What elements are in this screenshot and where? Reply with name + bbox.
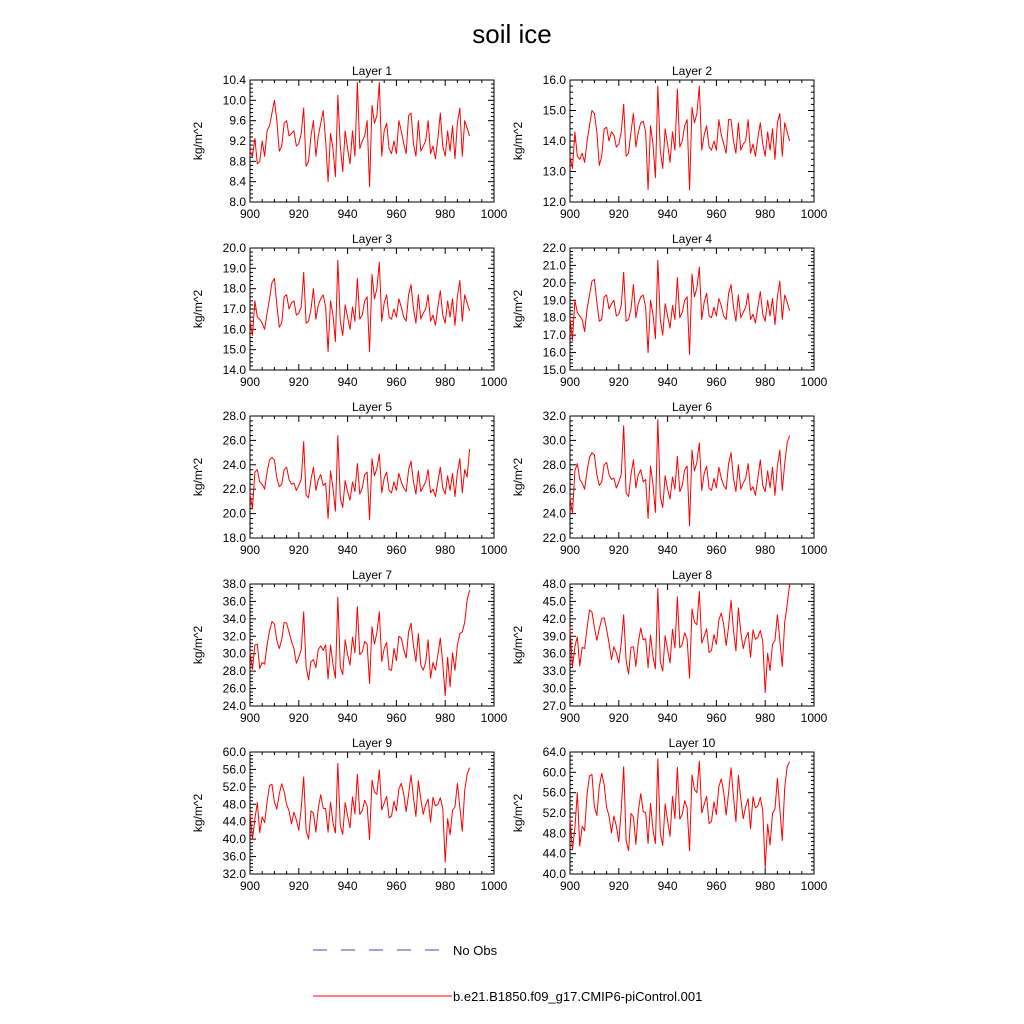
plot-frame [570, 80, 814, 202]
y-tick-label: 48.0 [542, 577, 566, 591]
panel-title: Layer 5 [351, 400, 393, 414]
y-tick-label: 14.0 [542, 134, 566, 148]
x-tick-label: 940 [337, 543, 358, 557]
panel-title: Layer 7 [351, 568, 393, 582]
x-tick-label: 960 [706, 711, 727, 725]
y-tick-label: 16.0 [542, 345, 566, 360]
x-tick-label: 960 [386, 207, 407, 221]
panel-title: Layer 4 [671, 232, 713, 246]
y-tick-label: 12.0 [542, 195, 566, 209]
y-tick-label: 17.0 [222, 302, 246, 316]
y-tick-label: 10.0 [222, 93, 246, 108]
series-line-0 [570, 260, 790, 354]
y-tick-label: 10.4 [222, 73, 246, 87]
panels-grid [191, 64, 828, 893]
plot-frame [570, 416, 814, 538]
series-line-0 [250, 260, 470, 352]
figure-title: soil ice [472, 19, 552, 49]
y-axis-label: kg/m^2 [511, 289, 525, 329]
x-tick-label: 940 [657, 543, 678, 557]
x-tick-label: 940 [657, 711, 678, 725]
x-tick-label: 960 [386, 543, 407, 557]
y-tick-label: 19.0 [542, 293, 566, 308]
y-tick-label: 8.0 [229, 195, 246, 209]
y-tick-label: 24.0 [542, 506, 566, 521]
plot-frame [250, 752, 494, 874]
panel-layer-9 [191, 736, 508, 893]
y-tick-label: 45.0 [542, 594, 566, 609]
x-tick-label: 900 [559, 375, 581, 389]
series-line-0 [570, 420, 790, 526]
y-tick-label: 19.0 [222, 261, 246, 276]
panel-layer-7 [191, 568, 508, 725]
y-tick-label: 18.0 [222, 531, 246, 545]
panel-layer-1 [191, 64, 508, 221]
series-line-0 [570, 86, 790, 190]
legend [313, 943, 702, 1004]
x-tick-label: 900 [559, 543, 581, 557]
y-tick-label: 26.0 [542, 482, 566, 497]
y-tick-label: 56.0 [222, 762, 246, 777]
plot-frame [570, 752, 814, 874]
y-tick-label: 42.0 [542, 611, 566, 626]
panel-layer-4 [511, 232, 828, 389]
x-tick-label: 940 [337, 375, 358, 389]
x-tick-label: 1000 [480, 711, 508, 725]
x-tick-label: 920 [608, 879, 629, 893]
x-tick-label: 960 [706, 207, 727, 221]
x-tick-label: 900 [559, 207, 581, 221]
y-tick-label: 30.0 [222, 646, 246, 661]
y-axis-label: kg/m^2 [511, 625, 525, 665]
plot-frame [250, 80, 494, 202]
y-tick-label: 17.0 [542, 328, 566, 343]
x-tick-label: 900 [239, 375, 261, 389]
x-tick-label: 940 [337, 207, 358, 221]
x-tick-label: 980 [435, 711, 456, 725]
x-tick-label: 1000 [800, 543, 828, 557]
x-tick-label: 940 [337, 879, 358, 893]
panel-title: Layer 9 [351, 736, 393, 750]
y-tick-label: 21.0 [542, 258, 566, 273]
x-tick-label: 960 [706, 543, 727, 557]
panel-title: Layer 8 [671, 568, 713, 582]
panel-title: Layer 6 [671, 400, 713, 414]
y-tick-label: 28.0 [542, 457, 566, 472]
panel-layer-10 [511, 736, 828, 893]
y-tick-label: 26.0 [222, 433, 246, 448]
plot-frame [570, 248, 814, 370]
y-tick-label: 36.0 [542, 646, 566, 661]
y-tick-label: 52.0 [222, 779, 246, 794]
y-tick-label: 28.0 [222, 409, 246, 423]
y-tick-label: 24.0 [222, 699, 246, 713]
y-tick-label: 22.0 [542, 241, 566, 255]
x-tick-label: 980 [435, 375, 456, 389]
y-tick-label: 52.0 [542, 806, 566, 820]
y-tick-label: 60.0 [222, 745, 246, 759]
y-axis-label: kg/m^2 [511, 121, 525, 161]
x-tick-label: 920 [288, 375, 309, 389]
y-tick-label: 22.0 [542, 531, 566, 545]
x-tick-label: 940 [657, 879, 678, 893]
legend-label-model: b.e21.B1850.f09_g17.CMIP6-piControl.001 [453, 989, 703, 1004]
x-tick-label: 980 [755, 207, 776, 221]
panel-layer-3 [191, 232, 508, 389]
y-tick-label: 27.0 [542, 699, 566, 713]
x-tick-label: 940 [657, 207, 678, 221]
y-axis-label: kg/m^2 [191, 289, 205, 329]
series-line-0 [250, 436, 470, 520]
x-tick-label: 1000 [480, 879, 508, 893]
x-tick-label: 900 [559, 711, 581, 725]
y-tick-label: 18.0 [542, 310, 566, 325]
y-axis-label: kg/m^2 [511, 793, 525, 833]
x-tick-label: 900 [239, 543, 261, 557]
y-axis-label: kg/m^2 [511, 457, 525, 497]
x-tick-label: 1000 [800, 879, 828, 893]
x-tick-label: 1000 [800, 207, 828, 221]
y-tick-label: 15.0 [542, 363, 566, 377]
y-tick-label: 8.4 [229, 174, 246, 189]
x-tick-label: 940 [657, 375, 678, 389]
y-tick-label: 30.0 [542, 433, 566, 448]
y-tick-label: 48.0 [542, 826, 566, 841]
panel-layer-2 [511, 64, 828, 221]
x-tick-label: 900 [239, 711, 261, 725]
x-tick-label: 1000 [480, 207, 508, 221]
y-tick-label: 9.2 [229, 134, 246, 148]
x-tick-label: 960 [706, 375, 727, 389]
legend-label-no-obs: No Obs [453, 943, 498, 958]
y-tick-label: 28.0 [222, 664, 246, 679]
y-tick-label: 32.0 [542, 409, 566, 423]
plot-frame [250, 248, 494, 370]
y-tick-label: 56.0 [542, 785, 566, 800]
y-tick-label: 44.0 [222, 814, 246, 829]
y-tick-label: 14.0 [222, 363, 246, 377]
x-tick-label: 920 [288, 543, 309, 557]
y-tick-label: 30.0 [542, 681, 566, 696]
x-tick-label: 960 [386, 711, 407, 725]
y-tick-label: 40.0 [542, 867, 566, 881]
y-tick-label: 16.0 [222, 322, 246, 337]
y-tick-label: 40.0 [222, 832, 246, 847]
y-tick-label: 48.0 [222, 797, 246, 812]
y-tick-label: 16.0 [542, 73, 566, 87]
y-tick-label: 15.0 [222, 342, 246, 357]
x-tick-label: 920 [288, 711, 309, 725]
y-tick-label: 60.0 [542, 765, 566, 780]
series-line-0 [250, 763, 470, 862]
x-tick-label: 920 [288, 879, 309, 893]
x-tick-label: 980 [435, 879, 456, 893]
y-tick-label: 20.0 [542, 275, 566, 290]
y-tick-label: 22.0 [222, 482, 246, 497]
series-line-0 [250, 590, 470, 695]
y-tick-label: 39.0 [542, 629, 566, 644]
series-line-0 [570, 584, 790, 693]
series-line-0 [570, 759, 790, 868]
y-tick-label: 34.0 [222, 611, 246, 626]
y-axis-label: kg/m^2 [191, 121, 205, 161]
panel-title: Layer 1 [351, 64, 393, 78]
x-tick-label: 980 [755, 879, 776, 893]
y-tick-label: 9.6 [229, 113, 246, 128]
y-tick-label: 18.0 [222, 281, 246, 296]
x-tick-label: 1000 [480, 375, 508, 389]
x-tick-label: 980 [755, 375, 776, 389]
y-tick-label: 33.0 [542, 664, 566, 679]
x-tick-label: 980 [435, 543, 456, 557]
y-tick-label: 8.8 [229, 154, 246, 169]
x-tick-label: 920 [608, 543, 629, 557]
y-tick-label: 36.0 [222, 594, 246, 609]
x-tick-label: 960 [386, 879, 407, 893]
y-axis-label: kg/m^2 [191, 793, 205, 833]
panel-layer-5 [191, 400, 508, 557]
panel-title: Layer 2 [671, 64, 713, 78]
x-tick-label: 960 [386, 375, 407, 389]
x-tick-label: 980 [755, 711, 776, 725]
y-tick-label: 36.0 [222, 849, 246, 864]
y-tick-label: 26.0 [222, 681, 246, 696]
y-axis-label: kg/m^2 [191, 625, 205, 665]
x-tick-label: 940 [337, 711, 358, 725]
y-tick-label: 32.0 [222, 867, 246, 881]
y-tick-label: 13.0 [542, 164, 566, 179]
series-line-0 [250, 83, 470, 187]
x-tick-label: 960 [706, 879, 727, 893]
panel-title: Layer 3 [351, 232, 393, 246]
y-axis-label: kg/m^2 [191, 457, 205, 497]
y-tick-label: 38.0 [222, 577, 246, 591]
x-tick-label: 980 [755, 543, 776, 557]
y-tick-label: 32.0 [222, 629, 246, 644]
y-tick-label: 24.0 [222, 457, 246, 472]
x-tick-label: 900 [239, 879, 261, 893]
x-tick-label: 1000 [800, 711, 828, 725]
x-tick-label: 920 [608, 711, 629, 725]
x-tick-label: 920 [288, 207, 309, 221]
x-tick-label: 980 [435, 207, 456, 221]
panel-layer-6 [511, 400, 828, 557]
y-tick-label: 15.0 [542, 103, 566, 118]
x-tick-label: 900 [559, 879, 581, 893]
y-tick-label: 20.0 [222, 506, 246, 521]
y-tick-label: 20.0 [222, 241, 246, 255]
panel-layer-8 [511, 568, 828, 725]
panel-title: Layer 10 [668, 736, 716, 750]
x-tick-label: 900 [239, 207, 261, 221]
x-tick-label: 920 [608, 375, 629, 389]
y-tick-label: 44.0 [542, 846, 566, 861]
plot-frame [570, 584, 814, 706]
x-tick-label: 1000 [800, 375, 828, 389]
x-tick-label: 920 [608, 207, 629, 221]
x-tick-label: 1000 [480, 543, 508, 557]
y-tick-label: 64.0 [542, 745, 566, 759]
